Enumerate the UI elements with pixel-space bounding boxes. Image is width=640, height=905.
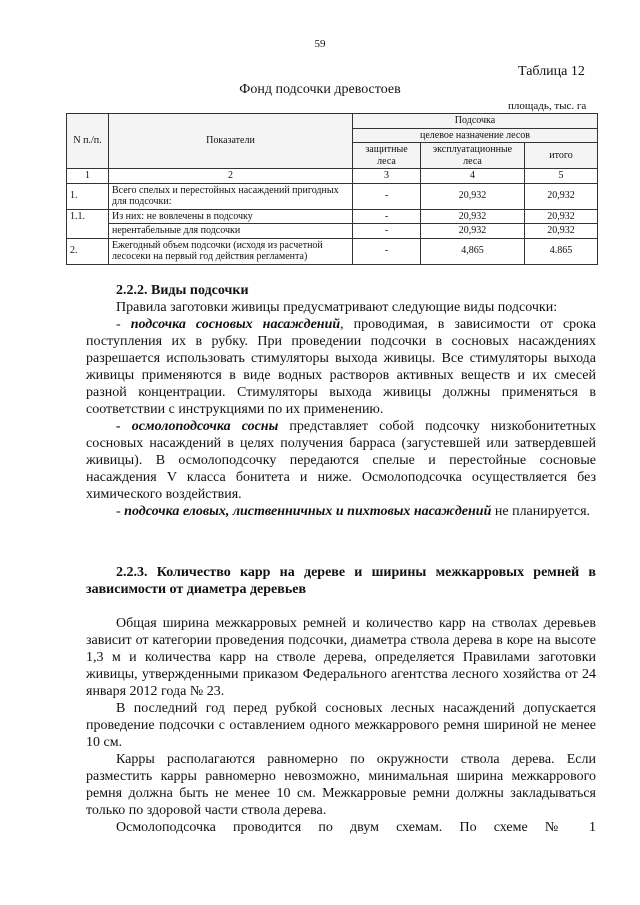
header-subtapping: Подсочка: [353, 114, 598, 129]
row-exploitation: 20,932: [421, 183, 525, 209]
table-row: [67, 183, 598, 209]
header-purpose: целевое назначение лесов: [353, 128, 598, 143]
row-n: [67, 224, 109, 239]
row-name: Из них: не вовлечены в подсочку: [109, 209, 353, 224]
paragraph: - подсочка еловых, лиственничных и пихтовых насаждений не планируется.: [116, 504, 591, 519]
row-total: 20,932: [525, 209, 598, 224]
row-total: 4.865: [525, 238, 598, 264]
paragraph: Правила заготовки живицы предусматривают следующие виды подсочки:: [116, 300, 558, 315]
paragraph: В последний год перед рубкой сосновых лесных насаждений допускается проведение подсочки с оставлением одного межкаррового ремня шириной не менее 10 см.: [86, 701, 596, 750]
paragraph: - подсочка сосновых насаждений, проводимая, в зависимости от срока поступления их в рубку. При проведении подсочки в сосновых насаждениях разрешается использовать стимуляторы выхода живицы. Все стимуляторы выхода живицы применяются в виде водных растворов активных веществ и их смесей разной концентрации. Стимуляторы выхода живицы должны применяться в соответствии с инструкциями по их применению.: [86, 317, 596, 417]
row-exploitation: 20,932: [421, 209, 525, 224]
table-title: Фонд подсочки древостоев: [239, 82, 401, 97]
header-n: N п./п.: [67, 114, 109, 169]
row-n: 2.: [67, 238, 109, 264]
paragraph: Осмолоподсочка проводится по двум схемам. По схеме № 1: [116, 820, 596, 835]
subtapping-fund-table: [66, 113, 598, 265]
emphasis: подсочка еловых, лиственничных и пихтовых насаждений: [124, 504, 492, 519]
row-protective: -: [353, 183, 421, 209]
colnum-5: 5: [525, 169, 598, 184]
header-exploitation: эксплуатационные леса: [421, 143, 525, 169]
table-label: Таблица 12: [518, 64, 585, 79]
page-number: 59: [314, 38, 326, 50]
row-exploitation: 20,932: [421, 224, 525, 239]
section-heading: 2.2.3. Количество карр на дереве и ширины межкарровых ремней в зависимости от диаметра деревьев: [86, 565, 596, 597]
row-protective: -: [353, 238, 421, 264]
header-indicators: Показатели: [109, 114, 353, 169]
row-n: 1.: [67, 183, 109, 209]
colnum-4: 4: [421, 169, 525, 184]
row-name: Ежегодный объем подсочки (исходя из расчетной лесосеки на первый год действия регламента): [109, 238, 353, 264]
row-exploitation: 4,865: [421, 238, 525, 264]
paragraph: Карры располагаются равномерно по окружности ствола дерева. Если разместить карры равномерно невозможно, минимальная ширина межкаррового ремня должна быть не менее 10 см. Межкарровые ремни должны закладываться только по здоровой части ствола дерева.: [86, 752, 596, 818]
section-heading: 2.2.2. Виды подсочки: [116, 283, 249, 298]
row-protective: -: [353, 224, 421, 239]
header-protective: защитные леса: [353, 143, 421, 169]
colnum-2: 2: [109, 169, 353, 184]
header-total: итого: [525, 143, 598, 169]
section-2-2-2: [86, 282, 596, 520]
emphasis: - осмолоподсочка сосны: [116, 419, 279, 434]
table-units: площадь, тыс. га: [508, 100, 587, 112]
section-2-2-3: [86, 564, 596, 836]
paragraph: Общая ширина межкарровых ремней и количество карр на стволах деревьев зависит от категории проведения подсочки, диаметра ствола дерева в коре на высоте 1,3 м и количества карр на стволе дерева, определяется Правилами заготовки живицы, утвержденными приказом Федерального агентства лесного хозяйства от 24 января 2012 года № 23.: [86, 616, 596, 699]
row-name: Всего спелых и перестойных насаждений пригодных для подсочки:: [109, 183, 353, 209]
table-row: [67, 209, 598, 224]
table-row: [67, 238, 598, 264]
row-total: 20,932: [525, 224, 598, 239]
emphasis: подсочка сосновых насаждений: [130, 317, 341, 332]
table-row: [67, 224, 598, 239]
colnum-1: 1: [67, 169, 109, 184]
colnum-3: 3: [353, 169, 421, 184]
row-n: 1.1.: [67, 209, 109, 224]
row-total: 20,932: [525, 183, 598, 209]
column-number-row: [67, 169, 598, 184]
row-protective: -: [353, 209, 421, 224]
row-name: нерентабельные для подсочки: [109, 224, 353, 239]
paragraph: - осмолоподсочка сосны представляет собой подсочку низкобонитетных сосновых насаждений в целях получения барраса (загустевшей или затвердевшей живицы). В осмолоподсочку передаются спелые и перестойные сосновые насаждения V класса бонитета и ниже. Осмолоподсочка осуществляется без химического воздействия.: [86, 419, 596, 502]
